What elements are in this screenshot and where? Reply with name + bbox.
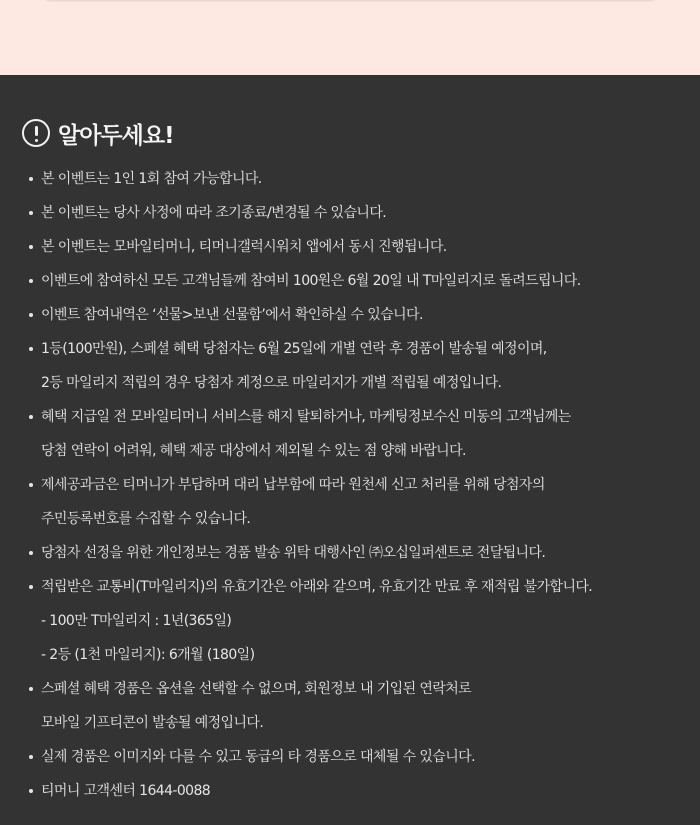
notice-item-6 (27, 332, 677, 400)
notice-item-5 (27, 298, 677, 332)
notice-item-2 (27, 196, 677, 230)
notice-item-text-continued: 2등 마일리지 적립의 경우 당첨자 계정으로 마일리지가 개별 적립될 예정입니다. (41, 375, 502, 391)
notice-item-text: 혜택 지급일 전 모바일티머니 서비스를 해지 탈퇴하거나, 마케팅정보수신 미동의 고객님께는 (41, 409, 571, 425)
notice-item-text: 제세공과금은 티머니가 부담하며 대리 납부함에 따라 원천세 신고 처리를 위해 당첨자의 (41, 477, 545, 493)
notice-item-text: 당첨자 선정을 위한 개인정보는 경품 발송 위탁 대행사인 ㈜오십일퍼센트로 전달됩니다. (41, 545, 546, 561)
notice-item-text: 본 이벤트는 1인 1회 참여 가능합니다. (41, 171, 262, 187)
bullet-dot (29, 245, 33, 249)
exclamation-circle-icon (22, 119, 50, 147)
notice-item-text-continued: 당첨 연락이 어려워, 혜택 제공 대상에서 제외될 수 있는 점 양해 바랍니다. (41, 443, 466, 459)
bullet-dot (29, 211, 33, 215)
bullet-dot (29, 585, 33, 589)
notice-item-7 (27, 400, 677, 468)
notice-item-text: 실제 경품은 이미지와 다를 수 있고 동급의 타 경품으로 대체될 수 있습니다. (41, 749, 475, 765)
top-banner-band (0, 0, 700, 75)
notice-section (0, 75, 700, 825)
notice-item-11 (27, 672, 677, 740)
notice-item-13 (27, 774, 677, 808)
notice-item-text: 이벤트에 참여하신 모든 고객님들께 참여비 100원은 6월 20일 내 T마일리지로 돌려드립니다. (41, 273, 581, 289)
notice-item-text: 적립받은 교통비(T마일리지)의 유효기간은 아래와 같으며, 유효기간 만료 후 재적립 불가합니다. (41, 579, 593, 595)
notice-item-text: 본 이벤트는 모바일티머니, 티머니갤럭시워치 앱에서 동시 진행됩니다. (41, 239, 447, 255)
bullet-dot (29, 483, 33, 487)
notice-subitem-mileage-1m: - 100만 T마일리지 : 1년(365일) (41, 613, 232, 629)
notice-item-10 (27, 570, 677, 672)
notice-item-12 (27, 740, 677, 774)
bullet-dot (29, 279, 33, 283)
bullet-dot (29, 347, 33, 351)
customer-center-text: 티머니 고객센터 1644-0088 (41, 783, 211, 799)
notice-item-8 (27, 468, 677, 536)
notice-heading (22, 116, 174, 150)
notice-title: 알아두세요! (58, 122, 174, 149)
notice-item-text: 이벤트 참여내역은 ‘선물>보낸 선물함’에서 확인하실 수 있습니다. (41, 307, 423, 323)
notice-item-3 (27, 230, 677, 264)
notice-item-text-continued: 모바일 기프티콘이 발송될 예정입니다. (41, 715, 264, 731)
notice-item-1 (27, 162, 677, 196)
bullet-dot (29, 415, 33, 419)
bullet-dot (29, 551, 33, 555)
notice-item-4 (27, 264, 677, 298)
notice-list (27, 162, 677, 808)
notice-item-text-continued: 주민등록번호를 수집할 수 있습니다. (41, 511, 251, 527)
notice-subitem-mileage-2nd: - 2등 (1천 마일리지): 6개월 (180일) (41, 647, 255, 663)
bullet-dot (29, 177, 33, 181)
bullet-dot (29, 687, 33, 691)
notice-item-text: 본 이벤트는 당사 사정에 따라 조기종료/변경될 수 있습니다. (41, 205, 387, 221)
bullet-dot (29, 313, 33, 317)
notice-item-9 (27, 536, 677, 570)
bullet-dot (29, 755, 33, 759)
bullet-dot (29, 789, 33, 793)
notice-item-text: 1등(100만원), 스페셜 혜택 당첨자는 6월 25일에 개별 연락 후 경품이 발송될 예정이며, (41, 341, 547, 357)
notice-item-text: 스페셜 혜택 경품은 옵션을 선택할 수 없으며, 회원정보 내 기입된 연락처로 (41, 681, 472, 697)
